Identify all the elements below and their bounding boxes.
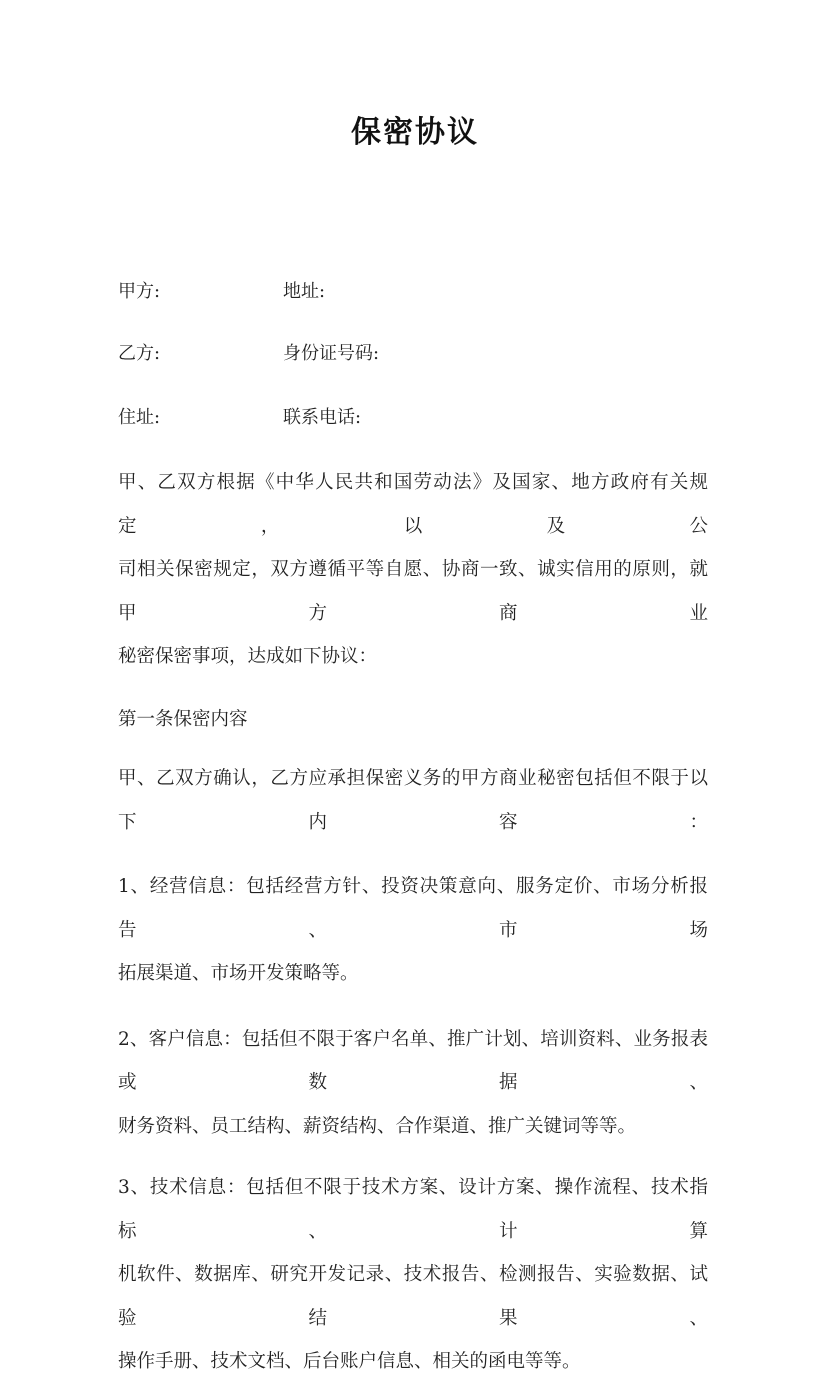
intro-paragraph	[118, 461, 708, 679]
party-row	[118, 280, 708, 304]
party-row	[118, 342, 708, 366]
text-line: 甲、乙双方根据《中华人民共和国劳动法》及国家、地方政府有关规定，以及公	[118, 472, 708, 537]
heading-text: 第一条保密内容	[118, 708, 248, 730]
list-item	[118, 865, 708, 996]
party-b-label: 乙方:	[118, 343, 161, 364]
text-line: 机软件、数据库、研究开发记录、技术报告、检测报告、实验数据、试验结果、	[118, 1264, 708, 1329]
party-row	[118, 406, 708, 430]
text-line: 1、经营信息：包括经营方针、投资决策意向、服务定价、市场分析报告、市场	[118, 876, 708, 941]
party-a-label: 甲方:	[118, 281, 161, 302]
phone-label: 联系电话:	[283, 407, 362, 428]
text-line: 财务资料、员工结构、薪资结构、合作渠道、推广关键词等等。	[118, 1115, 637, 1137]
article-intro	[118, 757, 708, 844]
id-number-label: 身份证号码:	[283, 343, 380, 364]
text-line: 司相关保密规定，双方遵循平等自愿、协商一致、诚实信用的原则，就甲方商业	[118, 559, 708, 624]
text-line: 甲、乙双方确认，乙方应承担保密义务的甲方商业秘密包括但不限于以下内容：	[118, 768, 708, 833]
text-line: 拓展渠道、市场开发策略等。	[118, 963, 359, 984]
text-line: 2、客户信息：包括但不限于客户名单、推广计划、培训资料、业务报表或数据、	[118, 1028, 708, 1093]
address-label: 地址:	[283, 281, 326, 302]
document-title: 保密协议	[351, 115, 479, 150]
article-heading	[118, 698, 708, 742]
list-item	[118, 1166, 708, 1384]
text-line: 3、技术信息：包括但不限于技术方案、设计方案、操作流程、技术指标、计算	[118, 1177, 708, 1242]
residence-label: 住址:	[118, 407, 161, 428]
text-line: 秘密保密事项，达成如下协议：	[118, 646, 378, 667]
text-line: 操作手册、技术文档、后台账户信息、相关的函电等等。	[118, 1351, 581, 1372]
list-item	[118, 1018, 708, 1149]
